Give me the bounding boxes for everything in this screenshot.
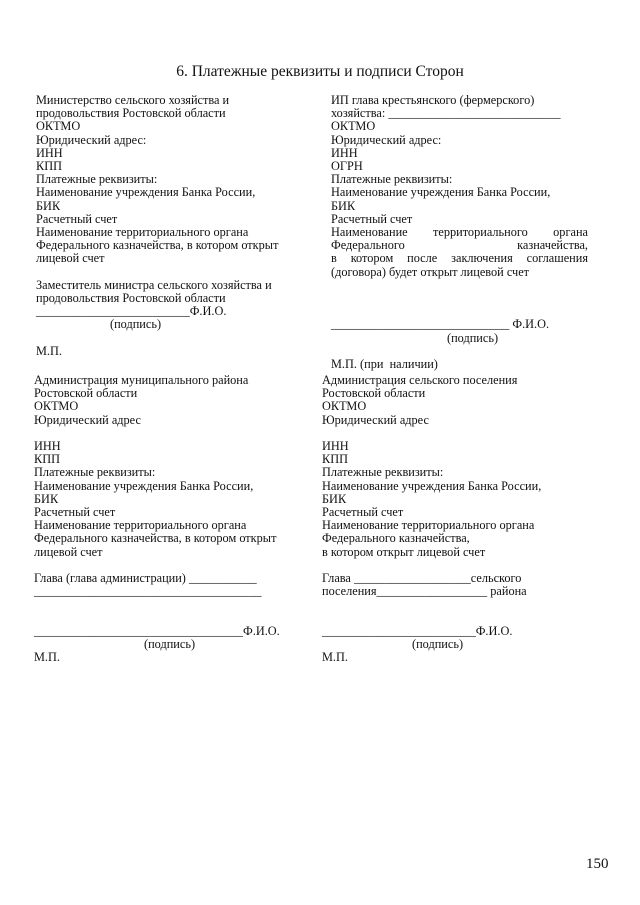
detail-line: Федерального казначейства, в котором открыт — [36, 238, 279, 253]
head-line: Глава (глава администрации) ___________ — [34, 571, 257, 586]
detail-line: Наименование учреждения Банка России, — [36, 185, 256, 200]
detail-line: Министерство сельского хозяйства и — [36, 93, 230, 107]
detail-line: Наименование территориального органа — [34, 518, 247, 533]
detail-line: ОКТМО — [36, 119, 81, 134]
detail-line: ОКТМО — [34, 399, 79, 414]
detail-line: Ростовской области — [34, 386, 138, 401]
page-number: 150 — [586, 856, 609, 872]
detail-line: Федерального казначейства, в котором открыт — [34, 531, 277, 546]
seal-mark: М.П. — [34, 650, 60, 665]
signature-caption: (подпись) — [144, 637, 196, 651]
detail-line: Платежные реквизиты: — [322, 465, 444, 480]
detail-line: Администрация муниципального района — [34, 373, 249, 387]
detail-line: Федерального казначейства, — [322, 531, 470, 546]
justified-line — [331, 252, 588, 265]
word: после — [407, 251, 438, 266]
seal-mark: М.П. — [322, 650, 348, 665]
detail-line: Юридический адрес — [322, 412, 429, 427]
detail-line: Платежные реквизиты: — [36, 172, 158, 187]
word: органа — [553, 225, 588, 240]
detail-line: Платежные реквизиты: — [34, 465, 156, 480]
detail-line: ИП глава крестьянского (фермерского) — [331, 93, 535, 107]
signature-line: _________________________Ф.И.О. — [322, 623, 513, 638]
detail-line: КПП — [36, 159, 62, 174]
detail-line: ОКТМО — [322, 399, 367, 414]
signature-line: _____________________________ Ф.И.О. — [331, 317, 550, 332]
detail-line: Юридический адрес: — [36, 132, 147, 147]
seal-mark: М.П. — [36, 343, 62, 358]
detail-line: Платежные реквизиты: — [331, 172, 453, 187]
word: территориального — [433, 225, 528, 240]
detail-line: Наименование территориального органа — [322, 518, 535, 533]
detail-line: Расчетный счет — [36, 211, 118, 226]
section-title: 6. Платежные реквизиты и подписи Сторон — [176, 63, 464, 80]
detail-line: Расчетный счет — [34, 505, 116, 520]
detail-line: Ростовской области — [322, 386, 426, 401]
detail-line: БИК — [322, 491, 347, 506]
detail-line: Наименование территориального органа — [36, 225, 249, 240]
word: в — [331, 251, 337, 266]
word: котором — [350, 251, 394, 266]
detail-line: лицевой счет — [36, 251, 105, 266]
head-line: _____________________________________ — [34, 584, 262, 599]
detail-line: Администрация сельского поселения — [322, 373, 518, 387]
detail-line: Расчетный счет — [322, 505, 404, 520]
ministry-details — [36, 94, 306, 358]
signature-line: _________________________Ф.И.О. — [36, 304, 227, 319]
word: соглашения — [526, 251, 588, 266]
rural-settlement-details — [322, 374, 592, 664]
signature-caption: (подпись) — [447, 330, 499, 345]
detail-line: БИК — [34, 491, 59, 506]
deputy-title: продовольствия Ростовской области — [36, 291, 226, 306]
word: Наименование — [331, 225, 408, 240]
detail-line: КПП — [34, 452, 60, 467]
detail-line: в котором открыт лицевой счет — [322, 544, 486, 559]
detail-line: (договора) будет открыт лицевой счет — [331, 264, 530, 279]
detail-line: продовольствия Ростовской области — [36, 106, 226, 121]
detail-line: Юридический адрес — [34, 412, 141, 427]
detail-line: Наименование учреждения Банка России, — [331, 185, 551, 200]
signature-line: __________________________________Ф.И.О. — [34, 623, 280, 638]
detail-line: хозяйства: ____________________________ — [331, 106, 561, 121]
head-line: поселения__________________ района — [322, 584, 527, 599]
detail-line: БИК — [36, 198, 61, 213]
detail-line: БИК — [331, 198, 356, 213]
farmer-details — [331, 94, 588, 371]
seal-mark: М.П. (при наличии) — [331, 357, 438, 371]
detail-line: Юридический адрес: — [331, 132, 442, 147]
municipal-district-details — [34, 374, 309, 664]
detail-line: ОКТМО — [331, 119, 376, 134]
detail-line: ИНН — [322, 439, 349, 453]
detail-line: Наименование учреждения Банка России, — [34, 478, 254, 493]
head-line: Глава ___________________сельского — [322, 571, 522, 586]
word: заключения — [451, 251, 513, 266]
deputy-title: Заместитель министра сельского хозяйства и — [36, 277, 272, 292]
detail-line: ИНН — [34, 439, 61, 453]
detail-line: лицевой счет — [34, 544, 103, 559]
detail-line: ОГРН — [331, 159, 363, 174]
detail-line: ИНН — [331, 145, 358, 160]
detail-line: Наименование учреждения Банка России, — [322, 478, 542, 493]
signature-caption: (подпись) — [110, 317, 162, 332]
word: казначейства, — [517, 238, 588, 253]
signature-caption: (подпись) — [412, 637, 464, 651]
word: Федерального — [331, 238, 405, 253]
detail-line: Расчетный счет — [331, 211, 413, 226]
detail-line: КПП — [322, 452, 348, 467]
detail-line: ИНН — [36, 145, 63, 160]
